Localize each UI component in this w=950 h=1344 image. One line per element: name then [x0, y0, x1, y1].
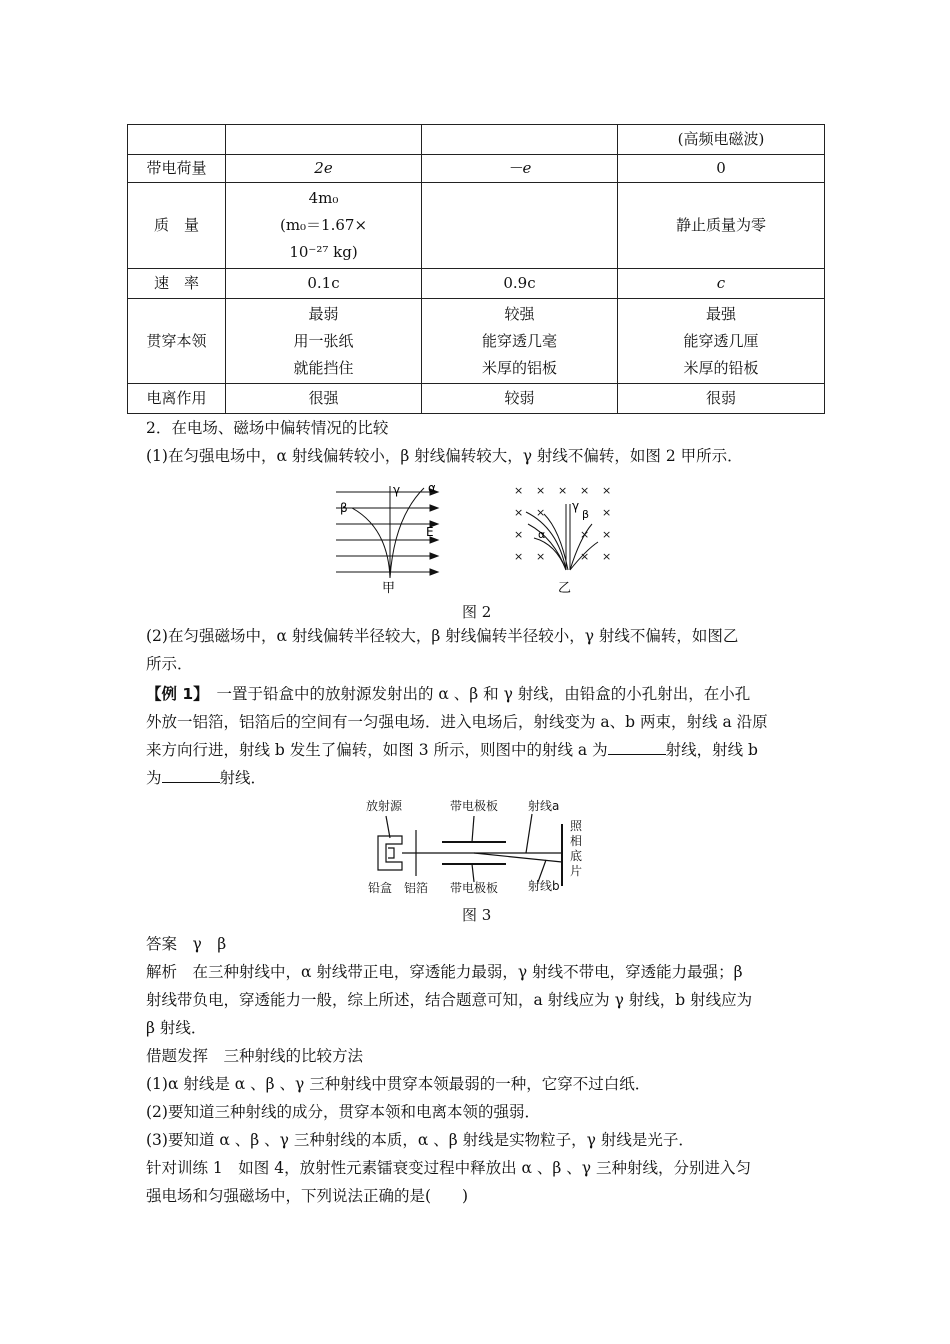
- svg-text:×: ×: [580, 550, 590, 563]
- svg-text:×: ×: [558, 484, 568, 497]
- row-label: 带电荷量: [128, 155, 226, 183]
- analysis-line: β 射线．: [146, 1019, 207, 1037]
- tips-item: (3)要知道 α 、β 、γ 三种射线的本质，α 、β 射线是实物粒子，γ 射线是光子．: [146, 1131, 694, 1149]
- beta-cell: 0.9c: [422, 269, 618, 299]
- svg-text:×: ×: [514, 528, 524, 541]
- figure-left-label: 甲: [382, 581, 396, 596]
- example-tag: 【例 1】: [146, 685, 201, 703]
- alpha-label: α: [538, 528, 546, 541]
- field-label: E: [426, 525, 434, 539]
- gamma-cell: c: [618, 269, 825, 299]
- svg-text:×: ×: [602, 506, 612, 519]
- film-label: 片: [570, 864, 583, 878]
- plate-top-label: 带电极板: [450, 799, 499, 813]
- paragraph: (1)在匀强电场中，α 射线偏转较小，β 射线偏转较大，γ 射线不偏转，如图 2 甲所示．: [146, 447, 743, 465]
- beta-label: β: [340, 501, 348, 515]
- analysis-line: [146, 962, 743, 982]
- cell-line: 能穿透几厘: [683, 331, 759, 350]
- table-row: [128, 125, 825, 155]
- svg-text:×: ×: [514, 506, 524, 519]
- alpha-cell: [226, 183, 422, 269]
- analysis-label: 解析: [146, 963, 178, 981]
- beta-cell: [422, 125, 618, 155]
- table-row: [128, 384, 825, 414]
- svg-text:×: ×: [536, 506, 546, 519]
- cell-line: 较强: [504, 304, 535, 323]
- example-line: 外放一铝箔，铝箔后的空间有一匀强电场．进入电场后，射线变为 a、b 两束，射线 a 沿原: [146, 713, 768, 731]
- example-line: [146, 768, 266, 788]
- ray-b-path: [474, 853, 562, 862]
- gamma-label: γ: [393, 483, 401, 497]
- table-row: [128, 299, 825, 384]
- film-label: 照: [570, 819, 583, 833]
- gamma-label: γ: [572, 499, 580, 513]
- training-line: 针对训练 1 如图 4，放射性元素镭衰变过程中释放出 α 、β 、γ 三种射线，分别进入匀: [146, 1159, 751, 1177]
- answer-line: [146, 934, 226, 954]
- beta-cell: 较弱: [422, 384, 618, 414]
- plate-bottom-label: 带电极板: [450, 881, 499, 895]
- film-label: 相: [570, 834, 583, 848]
- figure-2-diagram: [330, 478, 630, 596]
- svg-text:×: ×: [514, 484, 524, 497]
- paragraph: 所示．: [146, 655, 193, 673]
- answer-blank: [162, 768, 220, 783]
- paragraph: (2)在匀强磁场中，α 射线偏转半径较大，β 射线偏转半径较小，γ 射线不偏转，如图乙: [146, 627, 739, 645]
- answer-label: 答案: [146, 935, 178, 953]
- analysis-text: 在三种射线中，α 射线带正电，穿透能力最弱，γ 射线不带电，穿透能力最强；β: [192, 963, 743, 981]
- row-label: 电离作用: [128, 384, 226, 414]
- cell-line: 米厚的铅板: [683, 358, 759, 377]
- gamma-cell: [618, 299, 825, 384]
- table-row: [128, 269, 825, 299]
- alpha-cell: [226, 125, 422, 155]
- example-text: 射线．: [219, 769, 267, 787]
- figure-caption: 图 3: [462, 906, 492, 924]
- beta-label: β: [582, 508, 590, 521]
- tips-item: (2)要知道三种射线的成分，贯穿本领和电离本领的强弱．: [146, 1103, 540, 1121]
- cell-line: 4m₀: [308, 189, 339, 207]
- section-heading: 2．在电场、磁场中偏转情况的比较: [146, 419, 389, 437]
- row-label: 质 量: [128, 183, 226, 269]
- example-text: 一置于铅盒中的放射源发射出的 α 、β 和 γ 射线，由铅盒的小孔射出，在小孔: [216, 685, 751, 703]
- cell-line: 米厚的铝板: [481, 358, 557, 377]
- figure-caption: 图 2: [462, 603, 492, 621]
- example-text: 为: [146, 769, 162, 787]
- example-line: [146, 684, 750, 704]
- figure-3-diagram: [362, 796, 602, 900]
- row-label: 贯穿本领: [128, 299, 226, 384]
- source-label: 放射源: [366, 799, 403, 813]
- svg-text:×: ×: [514, 550, 524, 563]
- electric-field-diagram: [336, 486, 438, 578]
- beta-cell: [422, 299, 618, 384]
- svg-text:×: ×: [602, 484, 612, 497]
- answer-text: γ β: [192, 935, 227, 953]
- svg-text:×: ×: [580, 484, 590, 497]
- training-line: 强电场和匀强磁场中，下列说法正确的是( ): [146, 1187, 469, 1205]
- alpha-cell: 2e: [226, 155, 422, 183]
- gamma-cell: 0: [618, 155, 825, 183]
- gamma-cell: 很弱: [618, 384, 825, 414]
- answer-blank: [608, 740, 666, 755]
- svg-text:×: ×: [602, 528, 612, 541]
- svg-text:×: ×: [602, 550, 612, 563]
- row-label: 速 率: [128, 269, 226, 299]
- cell-line: (m₀＝1.67×: [279, 216, 368, 234]
- gamma-cell: 静止质量为零: [618, 183, 825, 269]
- alpha-cell: 很强: [226, 384, 422, 414]
- gamma-cell: (高频电磁波): [618, 125, 825, 155]
- beta-cell: [422, 183, 618, 269]
- svg-text:×: ×: [580, 528, 590, 541]
- example-text: 来方向行进，射线 b 发生了偏转，如图 3 所示，则图中的射线 a 为: [146, 741, 608, 759]
- foil-label: 铝箔: [404, 881, 429, 895]
- rays-comparison-table: [127, 124, 825, 414]
- lead-box-label: 铅盒: [368, 881, 393, 895]
- beta-cell: －e: [422, 155, 618, 183]
- example-line: [146, 740, 758, 760]
- alpha-label: α: [428, 481, 436, 495]
- svg-text:×: ×: [536, 550, 546, 563]
- svg-text:×: ×: [536, 484, 546, 497]
- cell-line: 能穿透几毫: [481, 331, 557, 350]
- cell-line: 就能挡住: [293, 358, 354, 377]
- cell-line: 用一张纸: [293, 331, 354, 350]
- magnetic-field-diagram: [514, 484, 611, 563]
- tips-item: (1)α 射线是 α 、β 、γ 三种射线中贯穿本领最弱的一种，它穿不过白纸．: [146, 1075, 651, 1093]
- figure-right-label: 乙: [558, 581, 572, 596]
- cell-line: 最弱: [308, 304, 339, 323]
- film-label: 底: [570, 849, 583, 863]
- table-row: [128, 183, 825, 269]
- cell-line: 10⁻²⁷ kg): [289, 243, 358, 261]
- cell-line: 最强: [705, 304, 736, 323]
- tips-title: 借题发挥 三种射线的比较方法: [146, 1047, 364, 1065]
- table-row: [128, 155, 825, 183]
- example-text: 射线，射线 b: [665, 741, 758, 759]
- ray-b-label: 射线b: [528, 879, 560, 893]
- lead-box: [378, 836, 402, 870]
- alpha-cell: 0.1c: [226, 269, 422, 299]
- alpha-cell: [226, 299, 422, 384]
- analysis-line: 射线带负电，穿透能力一般，综上所述，结合题意可知，a 射线应为 γ 射线，b 射线应为: [146, 991, 753, 1009]
- row-label: [128, 125, 226, 155]
- ray-a-label: 射线a: [528, 799, 560, 813]
